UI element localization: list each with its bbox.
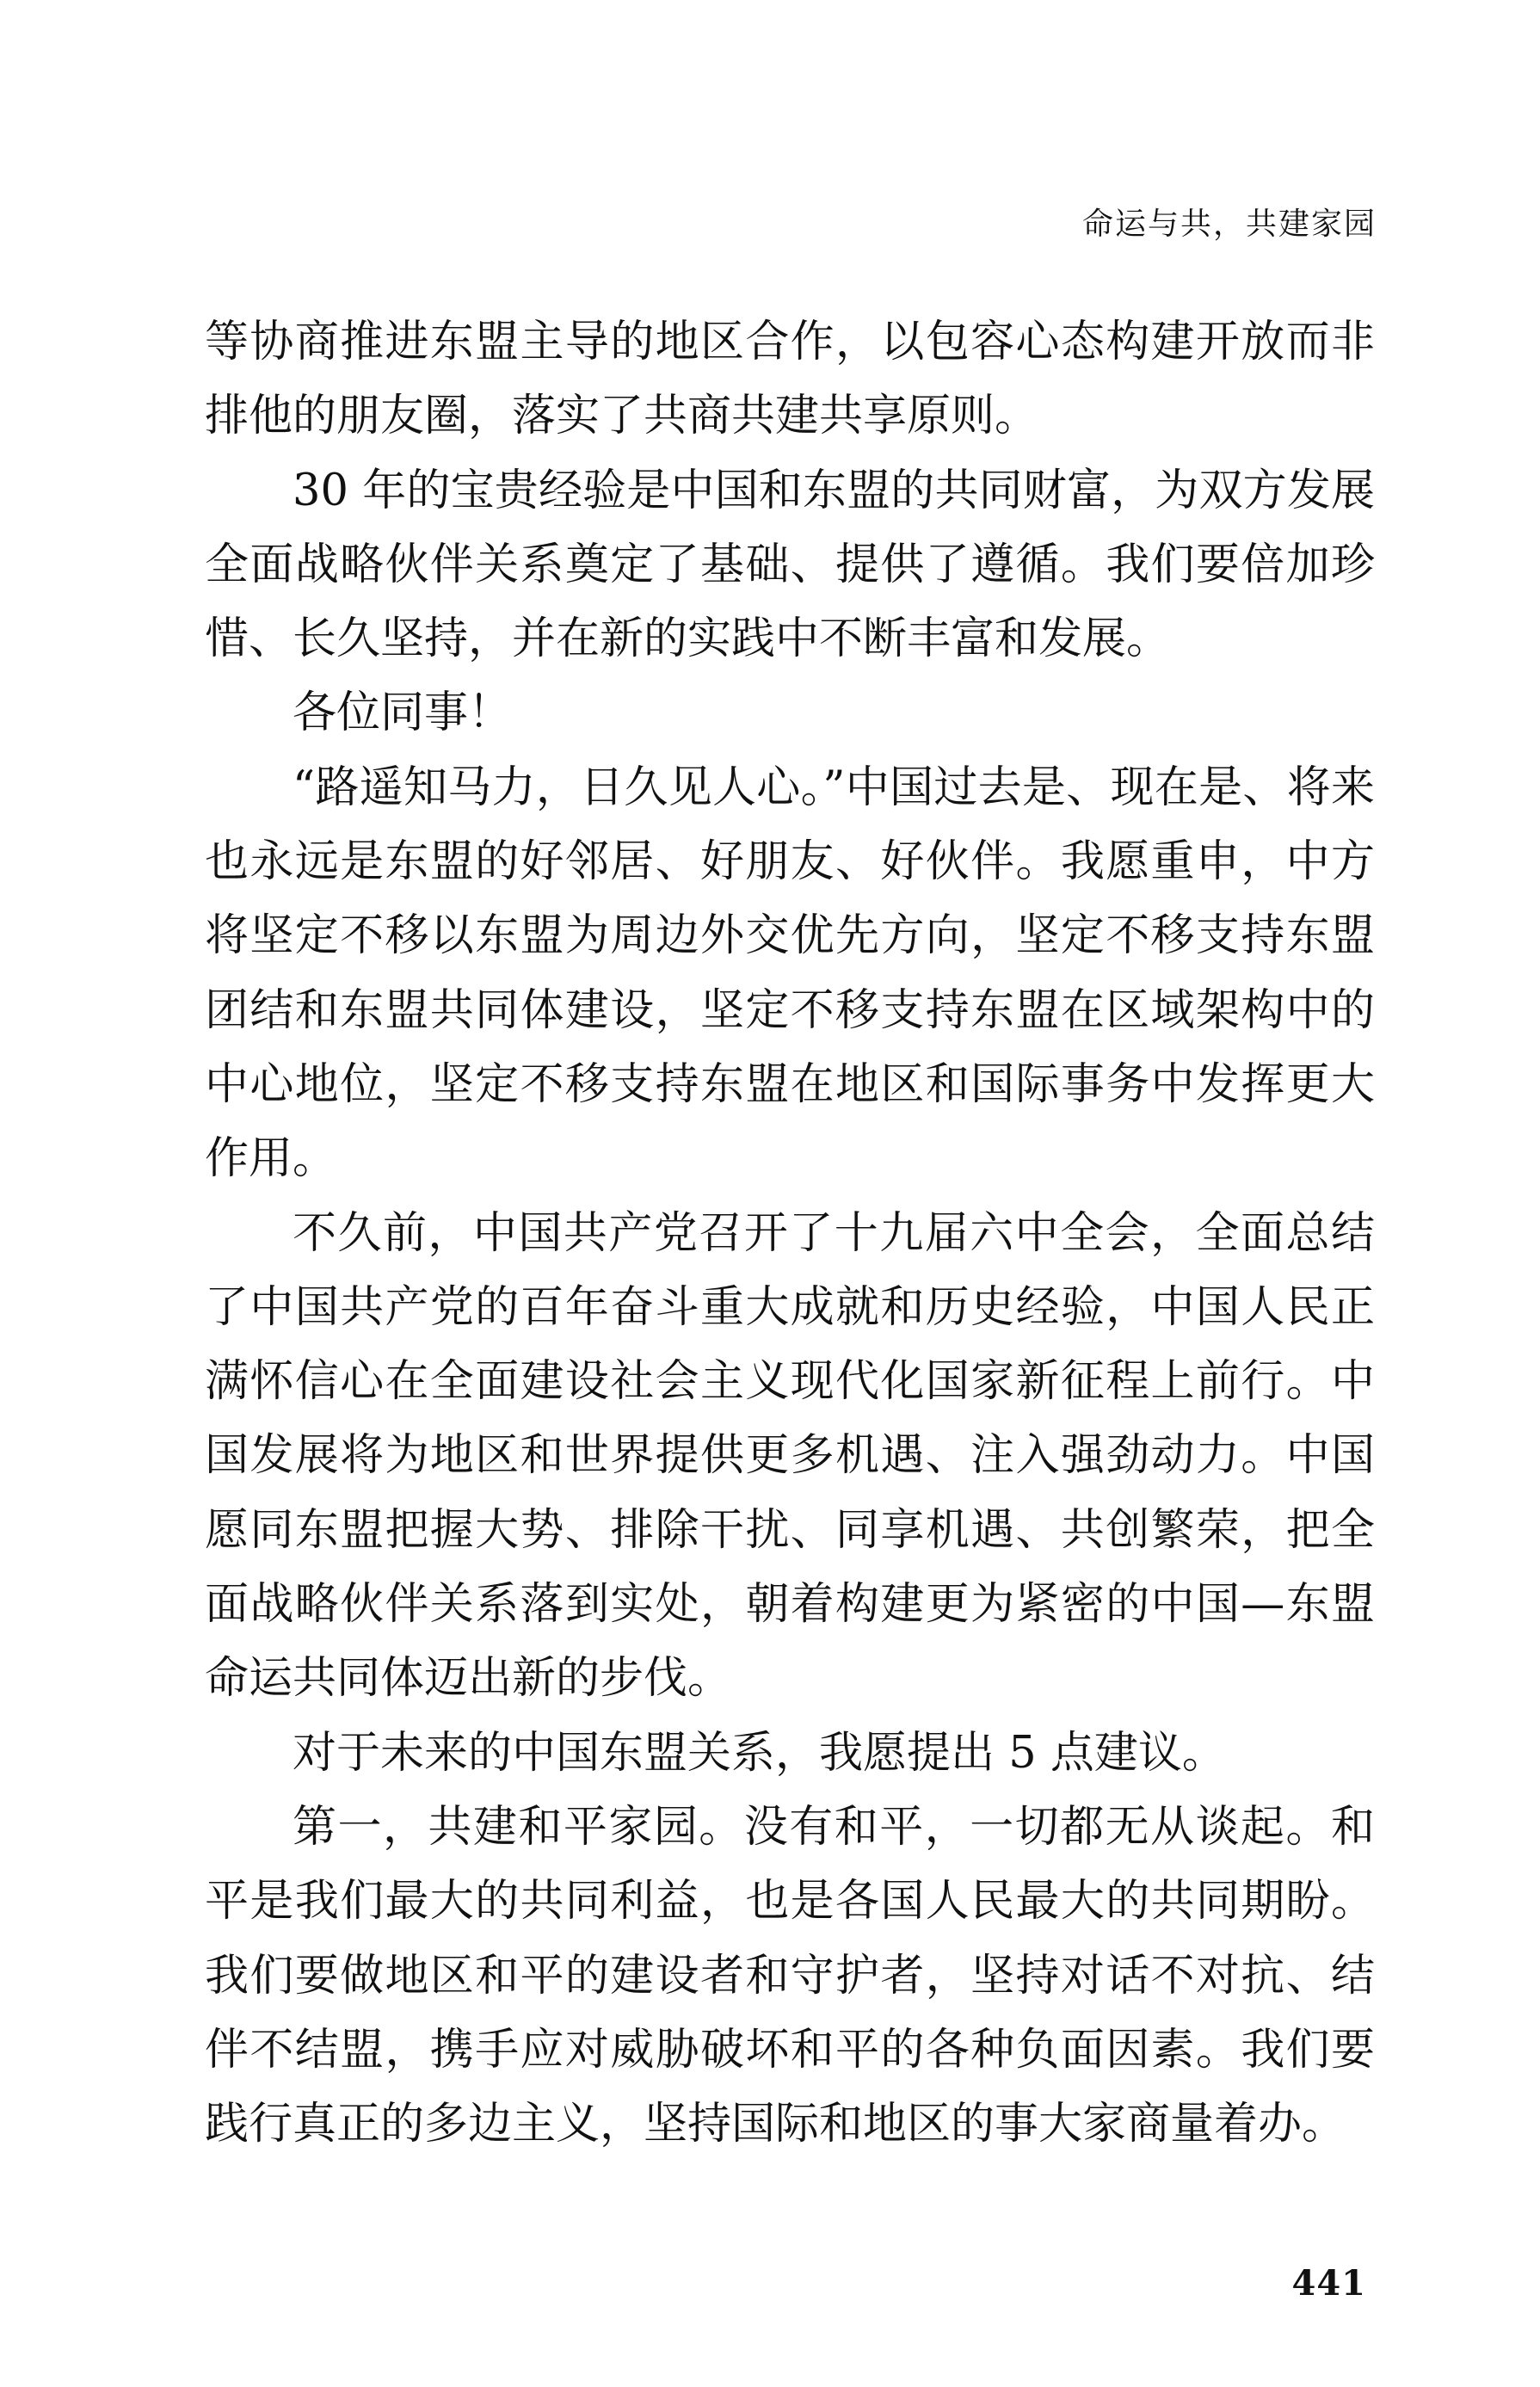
- body-text: [205, 305, 1375, 2162]
- paragraph: 对于未来的中国东盟关系，我愿提出 5 点建议。: [293, 1727, 1226, 1779]
- paragraph: 不久前，中国共产党召开了十九届六中全会，全面总结了中国共产党的百年奋斗重大成就和历史经验，中国人民正满怀信心在全面建设社会主义现代化国家新征程上前行。中国发展将为地区和世界提供更多机遇、注入强劲动力。中国愿同东盟把握大势、排除干扰、同享机遇、共创繁荣，把全面战略伙伴关系落到实处，朝着构建更为紧密的中国—东盟命运共同体迈出新的步伐。: [205, 1207, 1375, 1705]
- paragraph-continuation: 等协商推进东盟主导的地区合作，以包容心态构建开放而非排他的朋友圈，落实了共商共建共享原则。: [205, 317, 1375, 442]
- paragraph: 30 年的宝贵经验是中国和东盟的共同财富，为双方发展全面战略伙伴关系奠定了基础、提供了遵循。我们要倍加珍惜、长久坚持，并在新的实践中不断丰富和发展。: [205, 465, 1375, 665]
- paragraph-salutation: 各位同事！: [293, 688, 513, 739]
- page-number: 441: [1291, 2263, 1366, 2304]
- paragraph: “路遥知马力，日久见人心。”中国过去是、现在是、将来也永远是东盟的好邻居、好朋友、好伙伴。我愿重申，中方将坚定不移以东盟为周边外交优先方向，坚定不移支持东盟团结和东盟共同体建设，坚定不移支持东盟在区域架构中的中心地位，坚定不移支持东盟在地区和国际事务中发挥更大作用。: [205, 762, 1375, 1185]
- running-header: 命运与共，共建家园: [1081, 207, 1377, 242]
- paragraph: 第一，共建和平家园。没有和平，一切都无从谈起。和平是我们最大的共同利益，也是各国人民最大的共同期盼。我们要做地区和平的建设者和守护者，坚持对话不对抗、结伴不结盟，携手应对威胁破坏和平的各种负面因素。我们要践行真正的多边主义，坚持国际和地区的事大家商量着办。: [205, 1801, 1375, 2150]
